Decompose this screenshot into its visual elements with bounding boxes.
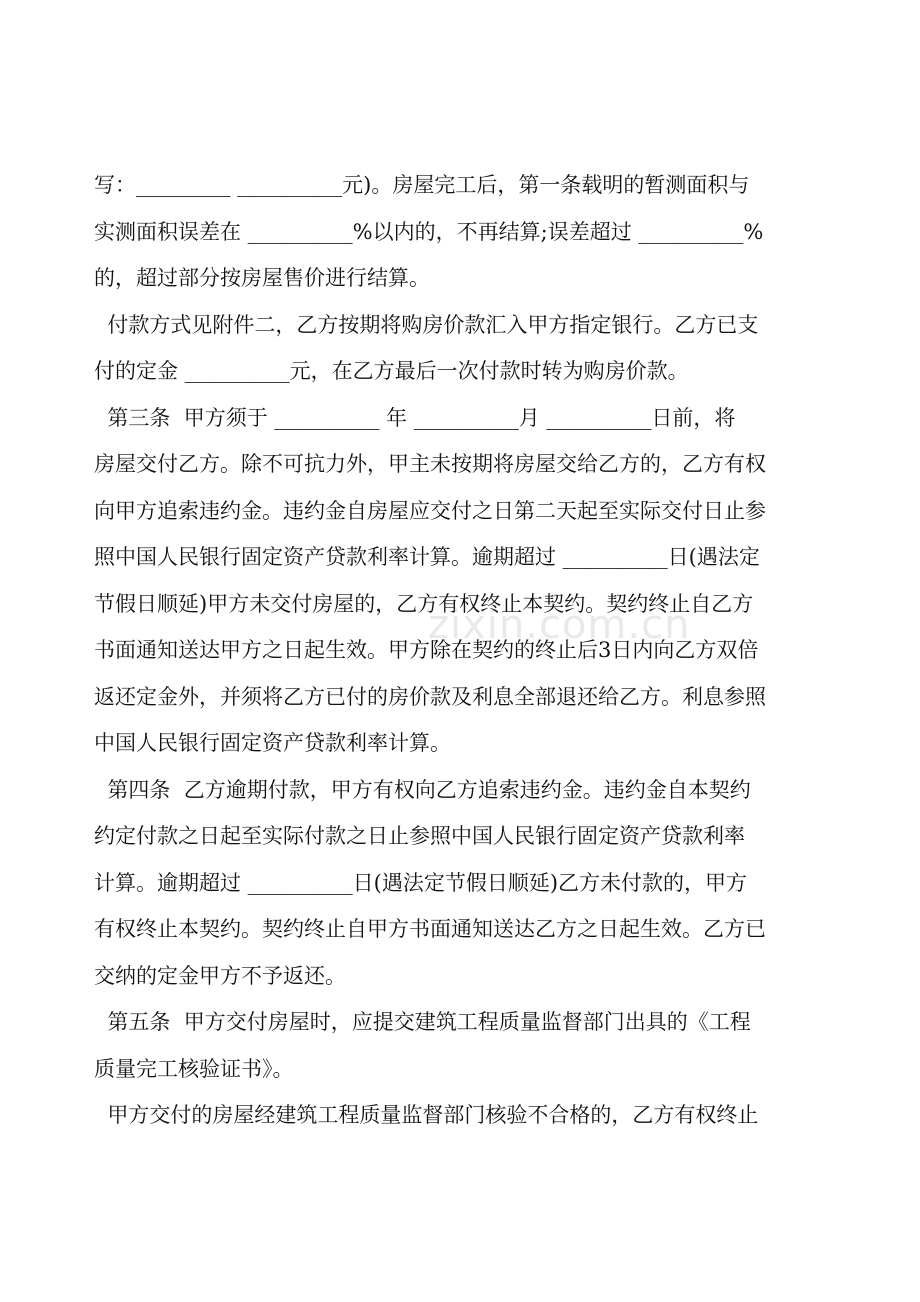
text-line: 甲方交付的房屋经建筑工程质量监督部门核验不合格的，乙方有权终止 xyxy=(94,1103,759,1127)
text-line: 实测面积误差在 __________%以内的，不再结算;误差超过 __________% xyxy=(94,219,764,244)
document-body xyxy=(94,162,834,1139)
text-line: 有权终止本契约。契约终止自甲方书面通知送达乙方之日起生效。乙方已 xyxy=(94,917,766,941)
text-line: 付的定金 __________元，在乙方最后一次付款时转为购房价款。 xyxy=(94,359,689,383)
watermark: zixin.com.cn xyxy=(428,602,691,648)
text-line: 付款方式见附件二，乙方按期将购房价款汇入甲方指定银行。乙方已支 xyxy=(94,312,759,337)
text-line: 第三条 甲方须于 __________ 年 __________月 __________日前，将 xyxy=(94,405,736,430)
text-line: 写：_________ __________元)。房屋完工后，第一条载明的暂测面积与 xyxy=(94,173,750,197)
text-line: 照中国人民银行固定资产贷款利率计算。逾期超过 __________日(遇法定 xyxy=(94,545,760,569)
text-line: 计算。逾期超过 __________日(遇法定节假日顺延)乙方未付款的，甲方 xyxy=(94,870,748,895)
text-line: 质量完工核验证书》。 xyxy=(94,1056,294,1081)
text-line: 书面通知送达甲方之日起生效。甲方除在契约的终止后3日内向乙方双倍 xyxy=(94,638,759,662)
text-line: 第四条 乙方逾期付款，甲方有权向乙方追索违约金。违约金自本契约 xyxy=(94,777,751,802)
text-line: 返还定金外，并须将乙方已付的房价款及利息全部退还给乙方。利息参照 xyxy=(94,684,766,709)
text-line: 的，超过部分按房屋售价进行结算。 xyxy=(94,266,430,290)
text-line: 第五条 甲方交付房屋时，应提交建筑工程质量监督部门出具的《工程 xyxy=(94,1010,751,1034)
text-line: 约定付款之日起至实际付款之日止参照中国人民银行固定资产贷款利率 xyxy=(94,824,745,848)
text-line: 交纳的定金甲方不予返还。 xyxy=(94,963,346,988)
text-line: 节假日顺延)甲方未交付房屋的，乙方有权终止本契约。契约终止自乙方 xyxy=(94,591,754,616)
text-line: 房屋交付乙方。除不可抗力外，甲主未按期将房屋交给乙方的，乙方有权 xyxy=(94,452,766,476)
text-line: 中国人民银行固定资产贷款利率计算。 xyxy=(94,731,451,755)
text-line: 向甲方追索违约金。违约金自房屋应交付之日第二天起至实际交付日止参 xyxy=(94,498,766,523)
